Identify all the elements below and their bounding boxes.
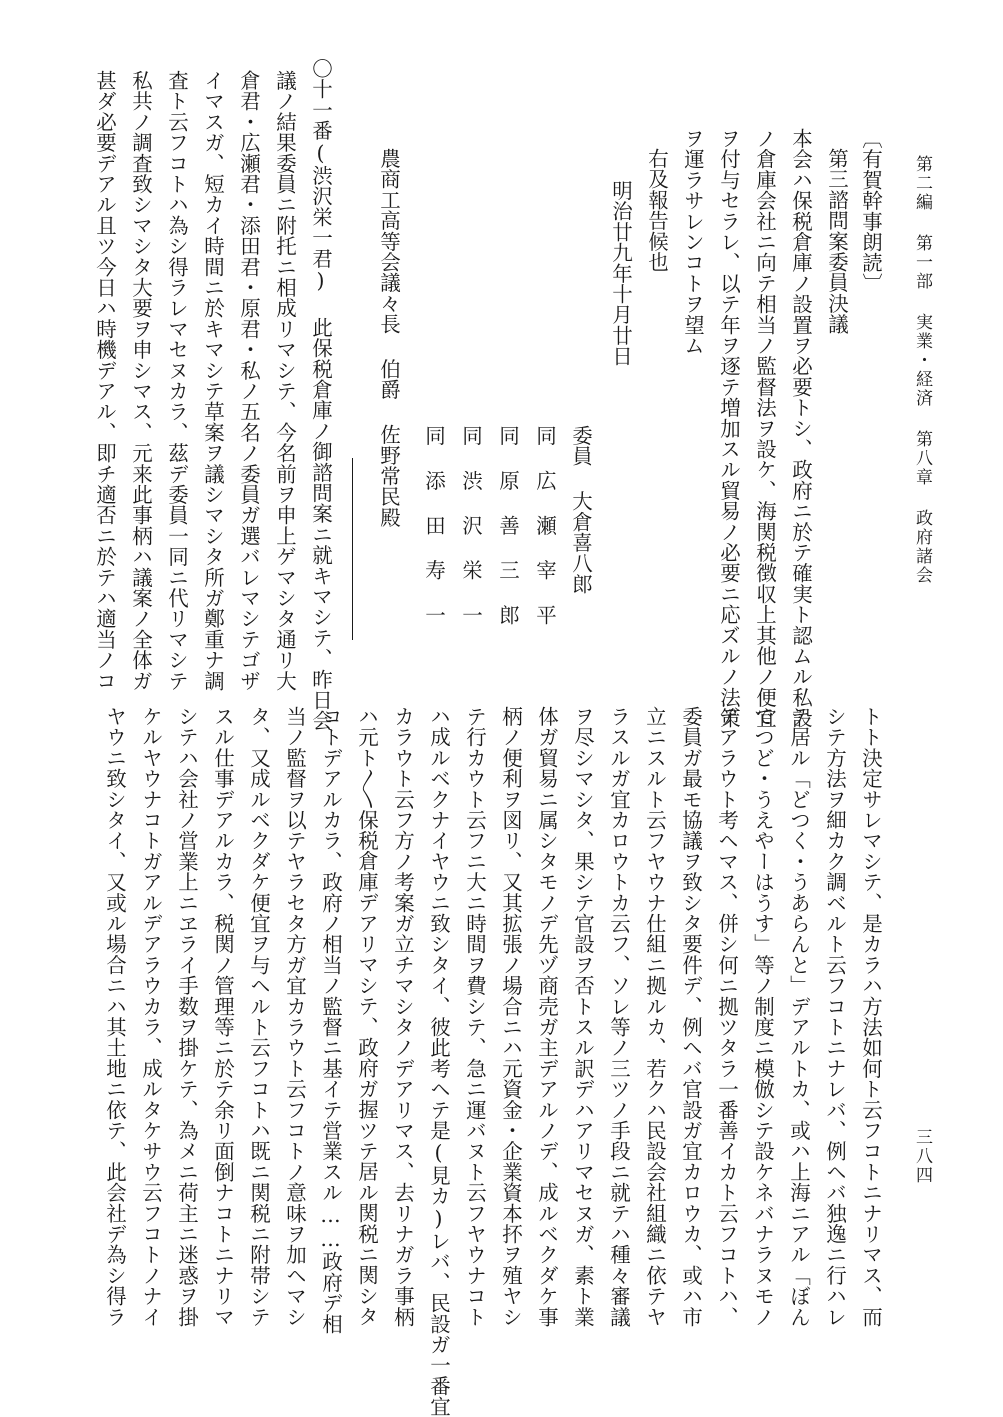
text-line: 委員ガ最モ協議ヲ致シタ要件デ、例ヘバ官設ガ宜カロウカ、或ハ市 [678, 706, 703, 1327]
text-line: 第三諮問案委員決議 [824, 148, 849, 335]
text-line: トト決定サレマシテ、是カラハ方法如何ト云フコトニナリマス、而 [858, 706, 883, 1327]
text-line: 同 添 田 寿 一 [421, 425, 446, 626]
text-line: シテ方法ヲ細カク調ベルト云フコトニナレバ、例ヘバ独逸ニ行ハレ [822, 706, 847, 1327]
text-line: 私共ノ調査致シマシタ大要ヲ申シマス、元来此事柄ハ議案ノ全体ガ [128, 70, 153, 691]
text-line: ケルヤウナコトガアルデアラウカラ、成ルタケサウ云フコトノナイ [138, 706, 163, 1327]
text-line: ハ元ト〳〵保税倉庫デアリマシテ、政府ガ握ツテ居ル関税ニ関シタ [354, 706, 379, 1327]
text-line: ラスルガ宜カロウトカ云フ、ソレ等ノ三ツノ手段ニ就テハ種々審議 [606, 706, 631, 1327]
text-line: ハ成ルベクナイヤウニ致シタイ、彼此考ヘテ是(見カ)レバ、民設ガ一番宜 [426, 706, 451, 1417]
text-line: スル仕事デアルカラ、税関ノ管理等ニ於テ余リ面倒ナコトニナリマ [210, 706, 235, 1327]
text-line: カラウト云フ方ノ考案ガ立チマシタノデアリマス、去リナガラ事柄 [390, 706, 415, 1327]
text-line: 明治廿九年十月廿日 [608, 180, 633, 367]
text-line: 当ノ監督ヲ以テヤラセタ方ガ宜カラウト云フコトノ意味ヲ加ヘマシ [282, 706, 307, 1327]
text-line: 柄ノ便利ヲ図リ、又其拡張ノ場合ニハ元資金・企業資本抔ヲ殖ヤシ [498, 706, 523, 1327]
text-line: 議ノ結果委員ニ附托ニ相成リマシテ、今名前ヲ申上ゲマシタ通リ大 [272, 70, 297, 691]
text-line: 立ニスルト云フヤウナ仕組ニ拠ルカ、若クハ民設会社組織ニ依テヤ [642, 706, 667, 1327]
text-line: 甚ダ必要デアル且ツ今日ハ時機デアル、即チ適否ニ於テハ適当ノコ [92, 70, 117, 691]
text-line: ヲ運ラサレンコトヲ望ム [680, 128, 705, 356]
text-line: ヲ尽シマシタ、果シテ官設ヲ否トスル訳デハアリマセヌガ、素ト業 [570, 706, 595, 1327]
text-line: ノ倉庫会社ニ向テ相当ノ監督法ヲ設ケ、海関税徴収上其他ノ便宜 [752, 128, 777, 729]
text-line: 体ガ貿易ニ属シタモノデ先ヅ商売ガ主デアルノデ、成ルベクダケ事 [534, 706, 559, 1327]
text-line: ヤウニ致シタイ、又或ル場合ニハ其土地ニ依テ、此会社デ為シ得ラ [102, 706, 127, 1328]
text-line: コトデアルカラ、政府ノ相当ノ監督ニ基イテ営業スル……政府デ相 [318, 706, 343, 1334]
text-line: デアラウト考ヘマス、併シ何ニ拠ツタラ一番善イカト云フコトハ、 [714, 706, 739, 1327]
page-number: 三八四 [912, 1128, 932, 1185]
text-line: 同 原 善 三 郎 [495, 425, 520, 626]
text-line: シテハ会社ノ営業上ニヱライ手数ヲ掛ケテ、為メニ荷主ニ迷惑ヲ掛 [174, 706, 199, 1327]
text-line: テ行カウト云フニ大ニ時間ヲ費シテ、急ニ運バヌト云フヤウナコト [462, 706, 487, 1327]
text-line: イマスガ、短カイ時間ニ於キマシテ草案ヲ議シマシタ所ガ鄭重ナ調 [200, 70, 225, 691]
text-line: 〔有賀幹事朗読〕 [858, 128, 883, 294]
text-line: 右及報告候也 [644, 148, 669, 273]
text-line: でつど・うえやーはうす」等ノ制度ニ模倣シテ設ケネバナラヌモノ [750, 706, 775, 1327]
text-line: テ居ル「どつく・うあらんと」デアルトカ、或ハ上海ニアル「ぼん [786, 706, 811, 1327]
text-line: 同 渋 沢 栄 一 [458, 425, 483, 626]
text-line: 同 広 瀬 宰 平 [532, 425, 557, 626]
section-divider [352, 458, 353, 640]
text-line: 農商工高等会議々長 伯爵 佐野常民殿 [376, 148, 401, 528]
text-line: 査ト云フコトハ為シ得ラレマセヌカラ、茲デ委員一同ニ代リマシテ [164, 70, 189, 691]
text-line: 本会ハ保税倉庫ノ設置ヲ必要トシ、政府ニ於テ確実ト認ムル私設 [788, 128, 813, 729]
running-header: 第二編 第一部 実業・経済 第八章 政府諸会 [912, 155, 932, 585]
text-line: 〇十一番(渋沢栄一君) 此保税倉庫ノ御諮問案ニ就キマシテ、昨日会 [308, 58, 333, 731]
text-line: ヲ付与セラレ、以テ年ヲ逐テ増加スル貿易ノ必要ニ応ズルノ法策 [716, 128, 741, 729]
text-line: 倉君・広瀬君・添田君・原君・私ノ五名ノ委員ガ選バレマシテゴザ [236, 70, 261, 691]
text-line: 委員 大倉喜八郎 [568, 425, 593, 595]
text-line: タ、又成ルベクダケ便宜ヲ与ヘルト云フコトハ既ニ関税ニ附帯シテ [246, 706, 271, 1327]
